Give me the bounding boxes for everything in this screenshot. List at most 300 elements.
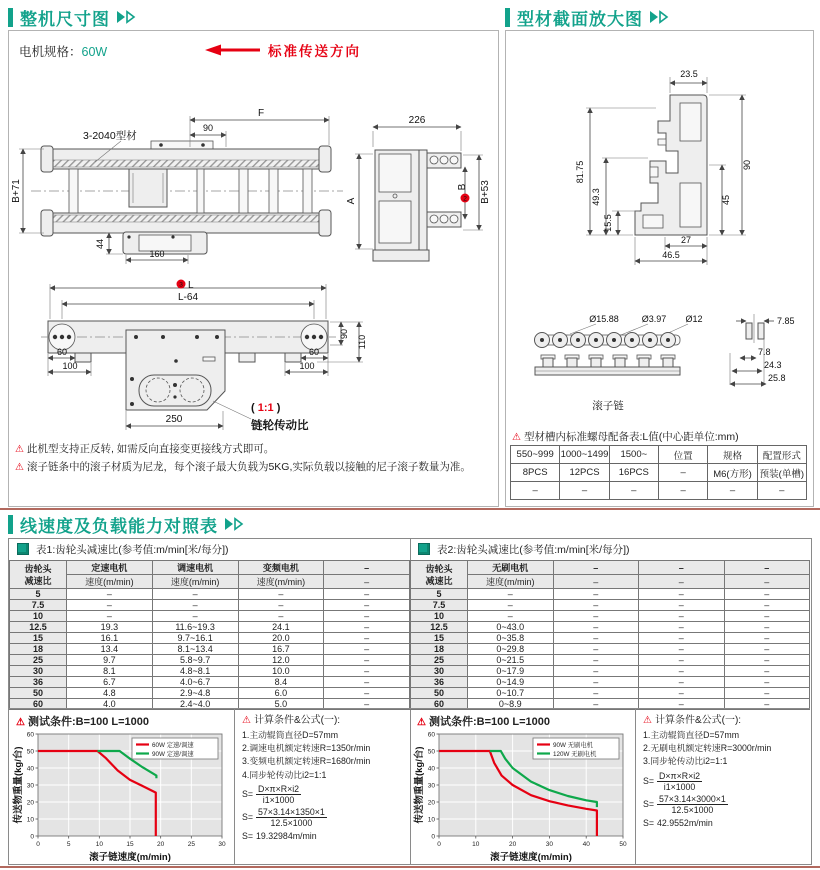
value-cell: – xyxy=(639,688,725,699)
dim-L64: L-64 xyxy=(177,292,199,303)
col-header: – xyxy=(639,561,725,575)
svg-text:30: 30 xyxy=(26,782,34,790)
col-header: 调速电机 xyxy=(152,561,238,575)
value-cell: 6.0 xyxy=(238,688,324,699)
table-row xyxy=(10,633,410,644)
dim-100-left: 100 xyxy=(62,361,78,371)
col-header-ratio: 齿轮头 减速比 xyxy=(411,561,468,589)
divider-rule xyxy=(0,508,820,510)
chart2-condition: ⚠ 测试条件:B=100 L=1000 xyxy=(417,716,551,728)
right-section-header xyxy=(505,6,669,28)
svg-text:50: 50 xyxy=(427,748,435,756)
value-cell: 0~14.9 xyxy=(468,677,554,688)
table-row xyxy=(411,589,810,600)
formula-title: ⚠ 计算条件&公式(一): xyxy=(242,715,341,726)
dim-60-right: 60 xyxy=(308,347,320,357)
svg-text:90W 定速/调速: 90W 定速/调速 xyxy=(152,750,194,758)
warning-icon: ⚠ xyxy=(15,444,24,455)
sprocket-ratio: ( 1:1 ) xyxy=(251,402,281,414)
col-subheader: – xyxy=(324,575,410,589)
nut-value-cell: 8PCS xyxy=(511,464,560,482)
value-cell: 2.9~4.8 xyxy=(152,688,238,699)
svg-text:60: 60 xyxy=(26,731,34,739)
load-speed-chart-2 xyxy=(414,729,630,868)
value-cell: – xyxy=(67,611,153,622)
formula-condition: 1.主动辊筒直径D=57mm xyxy=(242,730,339,740)
dim-15-5: 15.5 xyxy=(603,214,613,232)
section-arrow-icon xyxy=(224,517,244,531)
dim-B71: B+71 xyxy=(11,179,22,203)
roller-chain-drawing xyxy=(535,314,795,412)
profile-section-panel xyxy=(505,30,814,507)
dim-24-3: 24.3 xyxy=(764,360,782,370)
chain-side-view xyxy=(535,355,680,375)
col-header: – xyxy=(553,561,639,575)
dim-250: 250 xyxy=(165,414,183,425)
value-cell: – xyxy=(324,611,410,622)
note-text: 滚子链条中的滚子材质为尼龙，每个滚子最大负载为5KG,实际负载以接触的尼子滚子数量为准。 xyxy=(26,460,471,473)
ratio-cell: 60 xyxy=(10,699,67,710)
svg-text:30: 30 xyxy=(427,782,435,790)
nut-value-cell: – xyxy=(708,482,757,500)
divider-rule-bottom xyxy=(0,866,820,868)
value-cell: 5.0 xyxy=(238,699,324,710)
dim-25-8: 25.8 xyxy=(768,373,786,383)
col-subheader: – xyxy=(639,575,725,589)
profile-drawing xyxy=(508,33,807,412)
svg-text:50: 50 xyxy=(619,841,627,848)
dim-A: A xyxy=(346,197,357,205)
formula-condition: 3.同步轮传动比i2=1:1 xyxy=(643,756,728,767)
table-row xyxy=(10,611,410,622)
value-cell: – xyxy=(553,611,639,622)
formula-equation: S= $\frac{57\times 3.14\times 3000\times 1}{12.5\times 1000}$ xyxy=(643,793,726,815)
nut-value-cell: – xyxy=(757,482,806,500)
ratio-cell: 50 xyxy=(411,688,468,699)
svg-text:60W 定速/调速: 60W 定速/调速 xyxy=(152,741,194,749)
formula-equation: S= $\frac{D\times\pi\times R\times i2}{i1\times 1000}$ xyxy=(242,783,300,805)
table-row xyxy=(10,666,410,677)
nut-header-cell: 规格 xyxy=(708,446,757,464)
ratio-cell: 10 xyxy=(411,611,468,622)
dim-46-5: 46.5 xyxy=(662,250,680,260)
svg-text:10: 10 xyxy=(26,816,34,824)
svg-text:20: 20 xyxy=(26,799,34,807)
section-bar xyxy=(8,515,13,534)
value-cell: – xyxy=(553,655,639,666)
dim-49-3: 49.3 xyxy=(591,188,601,206)
dim-226: 226 xyxy=(408,115,426,126)
value-cell: – xyxy=(324,622,410,633)
svg-text:10: 10 xyxy=(95,841,103,848)
dim-90: 90 xyxy=(202,123,214,133)
note-line xyxy=(15,459,471,477)
speed-load-section xyxy=(8,538,812,865)
svg-text:40: 40 xyxy=(26,765,34,773)
value-cell: 0~17.9 xyxy=(468,666,554,677)
motor-spec xyxy=(19,42,107,60)
nut-header-cell: 配置形式 xyxy=(757,446,806,464)
ratio-cell: 5 xyxy=(10,589,67,600)
value-cell: 0~10.7 xyxy=(468,688,554,699)
col-header: 变频电机 xyxy=(238,561,324,575)
formula-equation: S= 42.9552m/min xyxy=(643,818,713,828)
value-cell: – xyxy=(238,589,324,600)
warning-icon: ⚠ xyxy=(417,717,426,728)
table-row xyxy=(411,600,810,611)
svg-text:40: 40 xyxy=(427,765,435,773)
value-cell: – xyxy=(324,589,410,600)
table2-caption-row xyxy=(410,539,810,559)
table2-caption: 表2:齿轮头减速比(参考值:m/min[米/每分]) xyxy=(437,543,630,556)
table-row xyxy=(10,644,410,655)
value-cell: – xyxy=(553,622,639,633)
transfer-direction-label: 标准传送方向 xyxy=(268,44,361,59)
value-cell: – xyxy=(468,589,554,600)
left-arrow-icon xyxy=(205,44,261,56)
transfer-direction xyxy=(205,40,361,60)
value-cell: – xyxy=(152,589,238,600)
ratio-cell: 12.5 xyxy=(10,622,67,633)
table-row xyxy=(411,644,810,655)
roller-chain-label: 滚子链 xyxy=(592,400,624,412)
svg-text:10: 10 xyxy=(427,816,435,824)
chart1-row xyxy=(9,708,410,864)
dim-phi-3-97: Ø3.97 xyxy=(641,314,667,324)
table-row xyxy=(411,666,810,677)
col-subheader: – xyxy=(724,575,810,589)
note-line xyxy=(15,441,471,459)
value-cell: 12.0 xyxy=(238,655,324,666)
dim-110: 110 xyxy=(357,334,367,350)
value-cell: 19.3 xyxy=(67,622,153,633)
ratio-cell: 50 xyxy=(10,688,67,699)
col-subheader: 速度(m/min) xyxy=(238,575,324,589)
svg-text:传送物重量(kg/台): 传送物重量(kg/台) xyxy=(414,746,425,824)
svg-text:20: 20 xyxy=(157,841,165,848)
dim-160: 160 xyxy=(149,249,165,259)
dim-7-8: 7.8 xyxy=(758,347,771,357)
note-text: 此机型支持正反转, 如需反向直接变更接线方式即可。 xyxy=(26,443,275,455)
value-cell: 13.4 xyxy=(67,644,153,655)
table1-caption-row xyxy=(9,539,410,559)
table-row xyxy=(411,622,810,633)
bottom-section-title: 线速度及负载能力对照表 xyxy=(20,516,218,536)
profile-callout: 3-2040型材 xyxy=(83,130,137,142)
value-cell: – xyxy=(238,600,324,611)
value-cell: – xyxy=(553,600,639,611)
formula-condition: 3.变频电机额定转速R=1680r/min xyxy=(242,756,371,767)
motor-spec-label: 电机规格： xyxy=(19,45,82,59)
formula-condition: 1.主动辊筒直径D=57mm xyxy=(643,730,740,740)
svg-text:30: 30 xyxy=(218,841,226,848)
value-cell: – xyxy=(724,589,810,600)
nut-value-cell: 预装(单槽) xyxy=(757,464,806,482)
extrusion-cross-section xyxy=(575,69,752,265)
value-cell: – xyxy=(553,699,639,710)
nut-value-cell: 16PCS xyxy=(609,464,658,482)
table-row xyxy=(10,589,410,600)
svg-text:90W 无刷电机: 90W 无刷电机 xyxy=(553,741,593,749)
value-cell: – xyxy=(553,677,639,688)
value-cell: – xyxy=(324,600,410,611)
left-section-header xyxy=(8,6,136,28)
value-cell: 0~8.9 xyxy=(468,699,554,710)
table-row xyxy=(10,677,410,688)
nut-value-cell: 12PCS xyxy=(560,464,609,482)
dim-B53: B+53 xyxy=(480,180,491,204)
value-cell: – xyxy=(724,688,810,699)
value-cell: 4.0~6.7 xyxy=(152,677,238,688)
svg-text:10: 10 xyxy=(472,841,480,848)
value-cell: – xyxy=(238,611,324,622)
value-cell: 16.7 xyxy=(238,644,324,655)
dim-7-85: 7.85 xyxy=(777,316,795,326)
value-cell: – xyxy=(639,677,725,688)
bottom-view-drawing xyxy=(41,280,367,433)
table-row xyxy=(411,688,810,699)
table-row xyxy=(10,655,410,666)
value-cell: 16.1 xyxy=(67,633,153,644)
dim-90-bottom: 90 xyxy=(339,328,349,340)
formula-equation: S= 19.32984m/min xyxy=(242,831,317,842)
col-subheader: 速度(m/min) xyxy=(152,575,238,589)
value-cell: – xyxy=(553,688,639,699)
value-cell: – xyxy=(553,644,639,655)
svg-text:15: 15 xyxy=(126,841,134,848)
dim-phi-15-88: Ø15.88 xyxy=(589,314,619,324)
svg-text:120W 无刷电机: 120W 无刷电机 xyxy=(553,750,597,758)
table-bullet-icon xyxy=(418,543,430,555)
table-row xyxy=(10,688,410,699)
value-cell: – xyxy=(152,611,238,622)
value-cell: – xyxy=(553,666,639,677)
value-cell: – xyxy=(324,655,410,666)
dim-81-75: 81.75 xyxy=(575,160,585,184)
value-cell: 8.4 xyxy=(238,677,324,688)
section-arrow-icon xyxy=(649,10,669,24)
ratio-cell: 30 xyxy=(10,666,67,677)
table-row xyxy=(411,633,810,644)
warning-icon: ⚠ xyxy=(242,715,251,726)
dim-L: L xyxy=(188,280,194,291)
col-header: 无刷电机 xyxy=(468,561,554,575)
marker-3: 3 xyxy=(179,281,183,289)
value-cell: – xyxy=(639,666,725,677)
ratio-cell: 7.5 xyxy=(411,600,468,611)
svg-text:0: 0 xyxy=(36,841,40,848)
value-cell: – xyxy=(639,699,725,710)
value-cell: 4.8 xyxy=(67,688,153,699)
chart-svg xyxy=(13,729,229,863)
nut-note-text: 型材槽内标准螺母配备表:L值(中心距单位:mm) xyxy=(523,431,739,443)
ratio-cell: 10 xyxy=(10,611,67,622)
value-cell: 11.6~19.3 xyxy=(152,622,238,633)
svg-text:20: 20 xyxy=(508,841,517,848)
dim-23-5: 23.5 xyxy=(680,69,698,79)
formula-equation: S= $\frac{D\times\pi\times R\times i2}{i1\times 1000}$ xyxy=(643,770,701,792)
value-cell: – xyxy=(468,611,554,622)
col-header: 定速电机 xyxy=(67,561,153,575)
svg-text:0: 0 xyxy=(437,841,441,848)
formula-equation: S= $\frac{57\times 3.14\times 1350\times 1}{12.5\times 1000}$ xyxy=(242,806,325,829)
svg-text:30: 30 xyxy=(545,841,554,848)
ratio-cell: 25 xyxy=(411,655,468,666)
chart2-cell xyxy=(410,709,636,864)
table-row xyxy=(10,600,410,611)
value-cell: – xyxy=(639,655,725,666)
svg-text:滚子链速度(m/min): 滚子链速度(m/min) xyxy=(89,852,171,863)
overall-dimensions-panel xyxy=(8,30,499,507)
right-section-title: 型材截面放大图 xyxy=(517,9,643,29)
col-header: – xyxy=(724,561,810,575)
nut-value-cell: – xyxy=(511,482,560,500)
dim-B: B xyxy=(457,183,468,191)
motor-spec-value: 60W xyxy=(81,45,108,59)
value-cell: – xyxy=(324,666,410,677)
formula-title: ⚠ 计算条件&公式(一): xyxy=(643,715,742,726)
value-cell: – xyxy=(67,600,153,611)
value-cell: – xyxy=(639,611,725,622)
load-speed-chart-1 xyxy=(13,729,229,868)
value-cell: – xyxy=(724,633,810,644)
svg-text:40: 40 xyxy=(582,841,590,848)
dim-F: F xyxy=(257,108,265,119)
value-cell: – xyxy=(724,699,810,710)
warning-icon: ⚠ xyxy=(15,461,24,473)
svg-text:25: 25 xyxy=(187,841,195,848)
value-cell: 5.8~9.7 xyxy=(152,655,238,666)
table-row xyxy=(411,611,810,622)
nut-value-cell: – xyxy=(560,482,609,500)
value-cell: 24.1 xyxy=(238,622,324,633)
warning-icon: ⚠ xyxy=(643,715,652,726)
left-section-title: 整机尺寸图 xyxy=(20,9,110,29)
ratio-cell: 15 xyxy=(411,633,468,644)
svg-text:传送物重量(kg/台): 传送物重量(kg/台) xyxy=(13,746,24,824)
ratio-cell: 25 xyxy=(10,655,67,666)
ratio-cell: 18 xyxy=(411,644,468,655)
ratio-cell: 60 xyxy=(411,699,468,710)
ratio-cell: 5 xyxy=(411,589,468,600)
ratio-cell: 36 xyxy=(10,677,67,688)
nut-table-note xyxy=(512,429,739,444)
value-cell: – xyxy=(639,600,725,611)
side-view-drawing xyxy=(346,115,491,261)
nut-header-cell: 1000~1499 xyxy=(560,446,609,464)
roller-detail-drawing xyxy=(730,314,795,385)
value-cell: – xyxy=(67,589,153,600)
section-arrow-icon xyxy=(116,10,136,24)
dim-60-left: 60 xyxy=(56,347,68,357)
value-cell: – xyxy=(724,644,810,655)
dim-45: 45 xyxy=(721,194,731,206)
warning-icon: ⚠ xyxy=(16,717,25,728)
value-cell: 4.8~8.1 xyxy=(152,666,238,677)
value-cell: – xyxy=(639,622,725,633)
bottom-section-header xyxy=(8,513,244,535)
col-subheader: 速度(m/min) xyxy=(67,575,153,589)
value-cell: – xyxy=(724,677,810,688)
section-bar xyxy=(8,8,13,27)
table1-block xyxy=(9,539,411,864)
left-panel-notes xyxy=(15,441,471,476)
nut-value-cell: – xyxy=(658,482,707,500)
formula-condition: 2.无刷电机额定转速R=3000r/min xyxy=(643,743,772,754)
value-cell: 2.4~4.0 xyxy=(152,699,238,710)
value-cell: – xyxy=(324,688,410,699)
dim-44: 44 xyxy=(95,238,105,250)
nut-value-cell: M6(方形) xyxy=(708,464,757,482)
ratio-cell: 12.5 xyxy=(411,622,468,633)
chart1-cell xyxy=(9,709,235,864)
chart2-row xyxy=(410,708,810,864)
formula-block-1 xyxy=(235,709,410,864)
value-cell: – xyxy=(639,589,725,600)
table-bullet-icon xyxy=(17,543,29,555)
col-subheader: 速度(m/min) xyxy=(468,575,554,589)
svg-text:0: 0 xyxy=(431,833,435,841)
value-cell: – xyxy=(553,589,639,600)
marker-2: 2 xyxy=(463,195,467,203)
machine-dimension-drawing xyxy=(11,61,492,439)
svg-text:0: 0 xyxy=(30,833,34,841)
chart-svg xyxy=(414,729,630,863)
value-cell: – xyxy=(324,644,410,655)
nut-header-cell: 550~999 xyxy=(511,446,560,464)
dim-100-right: 100 xyxy=(299,361,315,371)
ratio-cell: 15 xyxy=(10,633,67,644)
value-cell: 8.1~13.4 xyxy=(152,644,238,655)
formula-condition: 2.调速电机额定转速R=1350r/min xyxy=(242,743,371,754)
value-cell: – xyxy=(468,600,554,611)
svg-text:50: 50 xyxy=(26,748,34,756)
top-view-drawing xyxy=(11,108,343,264)
dim-27: 27 xyxy=(680,235,692,245)
value-cell: 9.7 xyxy=(67,655,153,666)
col-header: – xyxy=(324,561,410,575)
value-cell: 0~29.8 xyxy=(468,644,554,655)
ratio-cell: 36 xyxy=(411,677,468,688)
ratio-cell: 18 xyxy=(10,644,67,655)
value-cell: 8.1 xyxy=(67,666,153,677)
table-row xyxy=(411,677,810,688)
value-cell: – xyxy=(639,633,725,644)
nut-config-table xyxy=(510,445,807,500)
value-cell: – xyxy=(724,666,810,677)
ratio-cell: 7.5 xyxy=(10,600,67,611)
col-subheader: – xyxy=(553,575,639,589)
value-cell: 9.7~16.1 xyxy=(152,633,238,644)
chart1-condition: ⚠ 测试条件:B=100 L=1000 xyxy=(16,716,150,728)
nut-header-cell: 位置 xyxy=(658,446,707,464)
value-cell: – xyxy=(724,655,810,666)
table2-block xyxy=(410,539,810,864)
value-cell: 4.0 xyxy=(67,699,153,710)
svg-text:滚子链速度(m/min): 滚子链速度(m/min) xyxy=(490,852,572,863)
svg-text:5: 5 xyxy=(66,841,71,848)
value-cell: – xyxy=(324,677,410,688)
value-cell: – xyxy=(324,633,410,644)
nut-header-cell: 1500~ xyxy=(609,446,658,464)
value-cell: – xyxy=(152,600,238,611)
ratio-cell: 30 xyxy=(411,666,468,677)
gear-ratio-table-2 xyxy=(410,560,810,710)
value-cell: 0~43.0 xyxy=(468,622,554,633)
value-cell: – xyxy=(639,644,725,655)
table-row xyxy=(411,655,810,666)
svg-text:20: 20 xyxy=(427,799,435,807)
